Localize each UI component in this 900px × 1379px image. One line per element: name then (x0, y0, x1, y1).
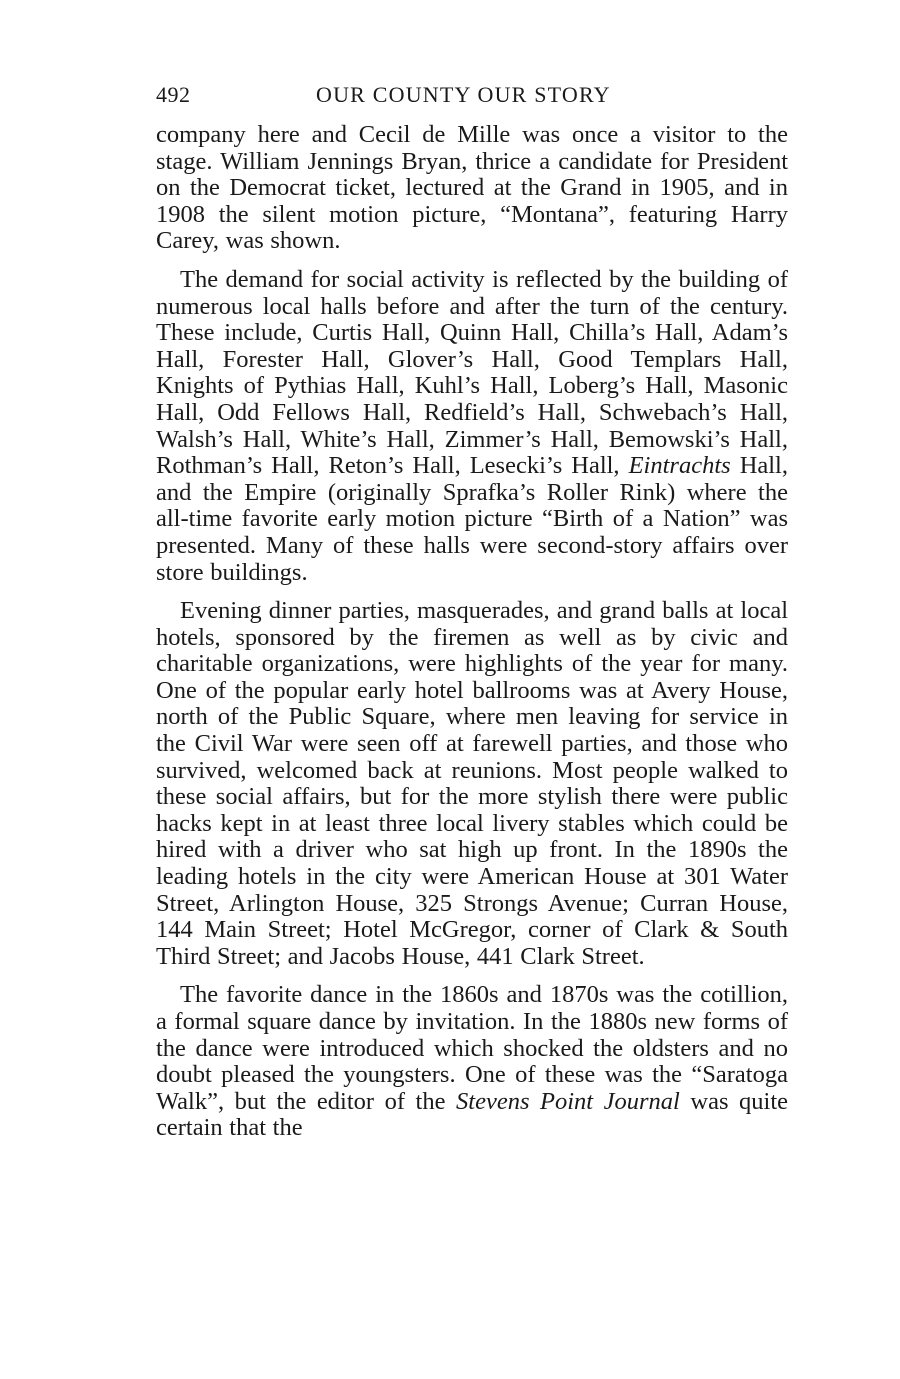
body-text (156, 122, 788, 1142)
paragraph-text: The favorite dance in the 1860s and 1870s was the cotillion, a formal square dance by invitation. In the 1880s new forms of the dance were introduced which shocked the oldsters and no doubt pleased the youngsters. One of these was the “Saratoga Walk”, but the editor of the (156, 981, 788, 1115)
paragraph-text: Hall, and the Empire (originally Sprafka’s Roller Rink) where the all-time favorite early motion picture “Birth of a Nation” was presented. Many of these halls were second-story affairs over store buildings. (156, 452, 788, 586)
paragraph-dances (156, 982, 788, 1142)
paragraph-text: company here and Cecil de Mille was once a visitor to the stage. William Jennings Bryan, thrice a candidate for President on the Democrat ticket, lectured at the Grand in 1905, and in 1908 the silent motion picture, “Montana”, featuring Harry Carey, was shown. (156, 121, 788, 255)
italic-hall-name: Eintrachts (628, 452, 731, 480)
paragraph-hotels (156, 598, 788, 970)
page-number: 492 (156, 82, 191, 107)
book-page (156, 82, 788, 1154)
paragraph-text: Evening dinner parties, masquerades, and grand balls at local hotels, sponsored by the firemen as well as by civic and charitable organizations, were highlights of the year for many. One of the popular early hotel ballrooms was at Avery House, north of the Public Square, where men leaving for service in the Civil War were seen off at farewell parties, and those who survived, welcomed back at reunions. Most people walked to these social affairs, but for the more stylish there were public hacks kept in at least three local livery stables which could be hired with a driver who sat high up front. In the 1890s the leading hotels in the city were American House at 301 Water Street, Arlington House, 325 Strongs Avenue; Curran House, 144 Main Street; Hotel McGregor, corner of Clark & South Third Street; and Jacobs House, 441 Clark Street. (156, 597, 788, 970)
paragraph-text: The demand for social activity is reflected by the building of numerous local halls before and after the turn of the century. These include, Curtis Hall, Quinn Hall, Chilla’s Hall, Adam’s Hall, Forester Hall, Glover’s Hall, Good Templars Hall, Knights of Pythias Hall, Kuhl’s Hall, Loberg’s Hall, Masonic Hall, Odd Fellows Hall, Redfield’s Hall, Schwebach’s Hall, Walsh’s Hall, White’s Hall, Zimmer’s Hall, Bemowski’s Hall, Rothman’s Hall, Reton’s Hall, Lesecki’s Hall, (156, 265, 788, 480)
running-head (156, 82, 788, 118)
italic-newspaper-title: Stevens Point Journal (456, 1087, 680, 1115)
paragraph-local-halls (156, 267, 788, 586)
paragraph-grand-theater (156, 122, 788, 255)
paragraph-text: was quite certain that the (156, 1087, 788, 1142)
running-title: OUR COUNTY OUR STORY (316, 82, 611, 107)
